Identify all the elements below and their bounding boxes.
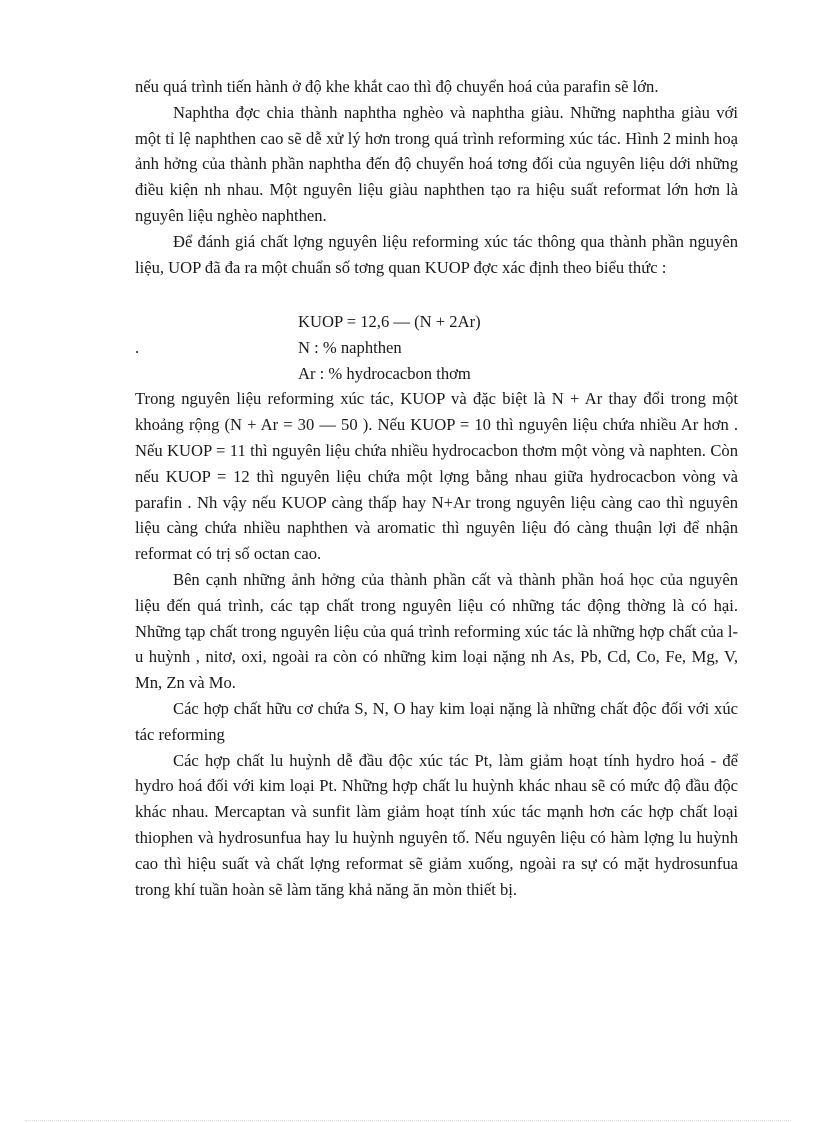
formula-n-definition: N : % naphthen [298,338,402,358]
formula-dot: . [135,338,140,358]
paragraph-1: nếu quá trình tiến hành ở độ khe khắt cao thì độ chuyển hoá của parafin sẽ lớn. [135,77,659,96]
paragraph-3: Để đánh giá chất lợng nguyên liệu reforming xúc tác thông qua thành phần nguyên liệu, UOP đã đa ra một chuẩn số tơng quan KUOP đợc xác định theo biểu thức : [135,231,738,277]
page-bottom-divider [25,1120,791,1121]
paragraph-6: Các hợp chất hữu cơ chứa S, N, O hay kim loại nặng là những chất độc đối với xúc tác reforming [135,698,738,744]
kuop-formula [135,309,738,386]
formula-equation: KUOP = 12,6 — (N + 2Ar) [298,312,481,332]
paragraph-7: Các hợp chất lu huỳnh dễ đầu độc xúc tác Pt, làm giảm hoạt tính hydro hoá - để hydro hoá đối với kim loại Pt. Những hợp chất lu huỳnh khác nhau sẽ có mức độ đầu độc khác nhau. Mercaptan và sunfit làm giảm hoạt tính xúc tác mạnh hơn các hợp chất loại thiophen và hydrosunfua hay lu huỳnh nguyên tố. Nếu nguyên liệu có hàm lợng lu huỳnh cao thì hiệu suất và chất lợng reformat sẽ giảm xuống, ngoài ra sự có mặt hydrosunfua trong khí tuần hoàn sẽ làm tăng khả năng ăn mòn thiết bị. [135,750,738,899]
formula-ar-definition: Ar : % hydrocacbon thơm [298,364,471,384]
paragraph-5: Bên cạnh những ảnh hởng của thành phần cất và thành phần hoá học của nguyên liệu đến quá trình, các tạp chất trong nguyên liệu có những tác động thờng là có hại. Những tạp chất trong nguyên liệu của quá trình reforming xúc tác là những hợp chất của lu huỳnh , nitơ, oxi, ngoài ra còn có những kim loại nặng nh As, Pb, Cd, Co, Fe, Mg, V, Mn, Zn và Mo. [135,569,738,693]
paragraph-2: Naphtha đợc chia thành naphtha nghèo và naphtha giàu. Những naphtha giàu với một tỉ lệ naphthen cao sẽ dễ xử lý hơn trong quá trình reforming xúc tác. Hình 2 minh hoạ ảnh hởng của thành phần naphtha đến độ chuyển hoá tơng đối của nguyên liệu dới những điều kiện nh nhau. Một nguyên liệu giàu naphthen tạo ra hiệu suất reformat lớn hơn là nguyên liệu nghèo naphthen. [135,102,738,225]
document-page [135,74,738,902]
paragraph-4: Trong nguyên liệu reforming xúc tác, KUOP và đặc biệt là N + Ar thay đổi trong một khoảng rộng (N + Ar = 30 — 50 ). Nếu KUOP = 10 thì nguyên liệu chứa nhiều Ar hơn . Nếu KUOP = 11 thì nguyên liệu chứa nhiều hydrocacbon thơm một vòng và naphten. Còn nếu KUOP = 12 thì nguyên liệu chứa một lợng bằng nhau giữa hydrocacbon vòng và parafin . Nh vậy nếu KUOP càng thấp hay N+Ar trong nguyên liệu càng cao thì nguyên liệu càng chứa nhiều naphthen và aromatic thì nguyên liệu đó càng thuận lợi để nhận reformat có trị số octan cao. [135,389,738,564]
